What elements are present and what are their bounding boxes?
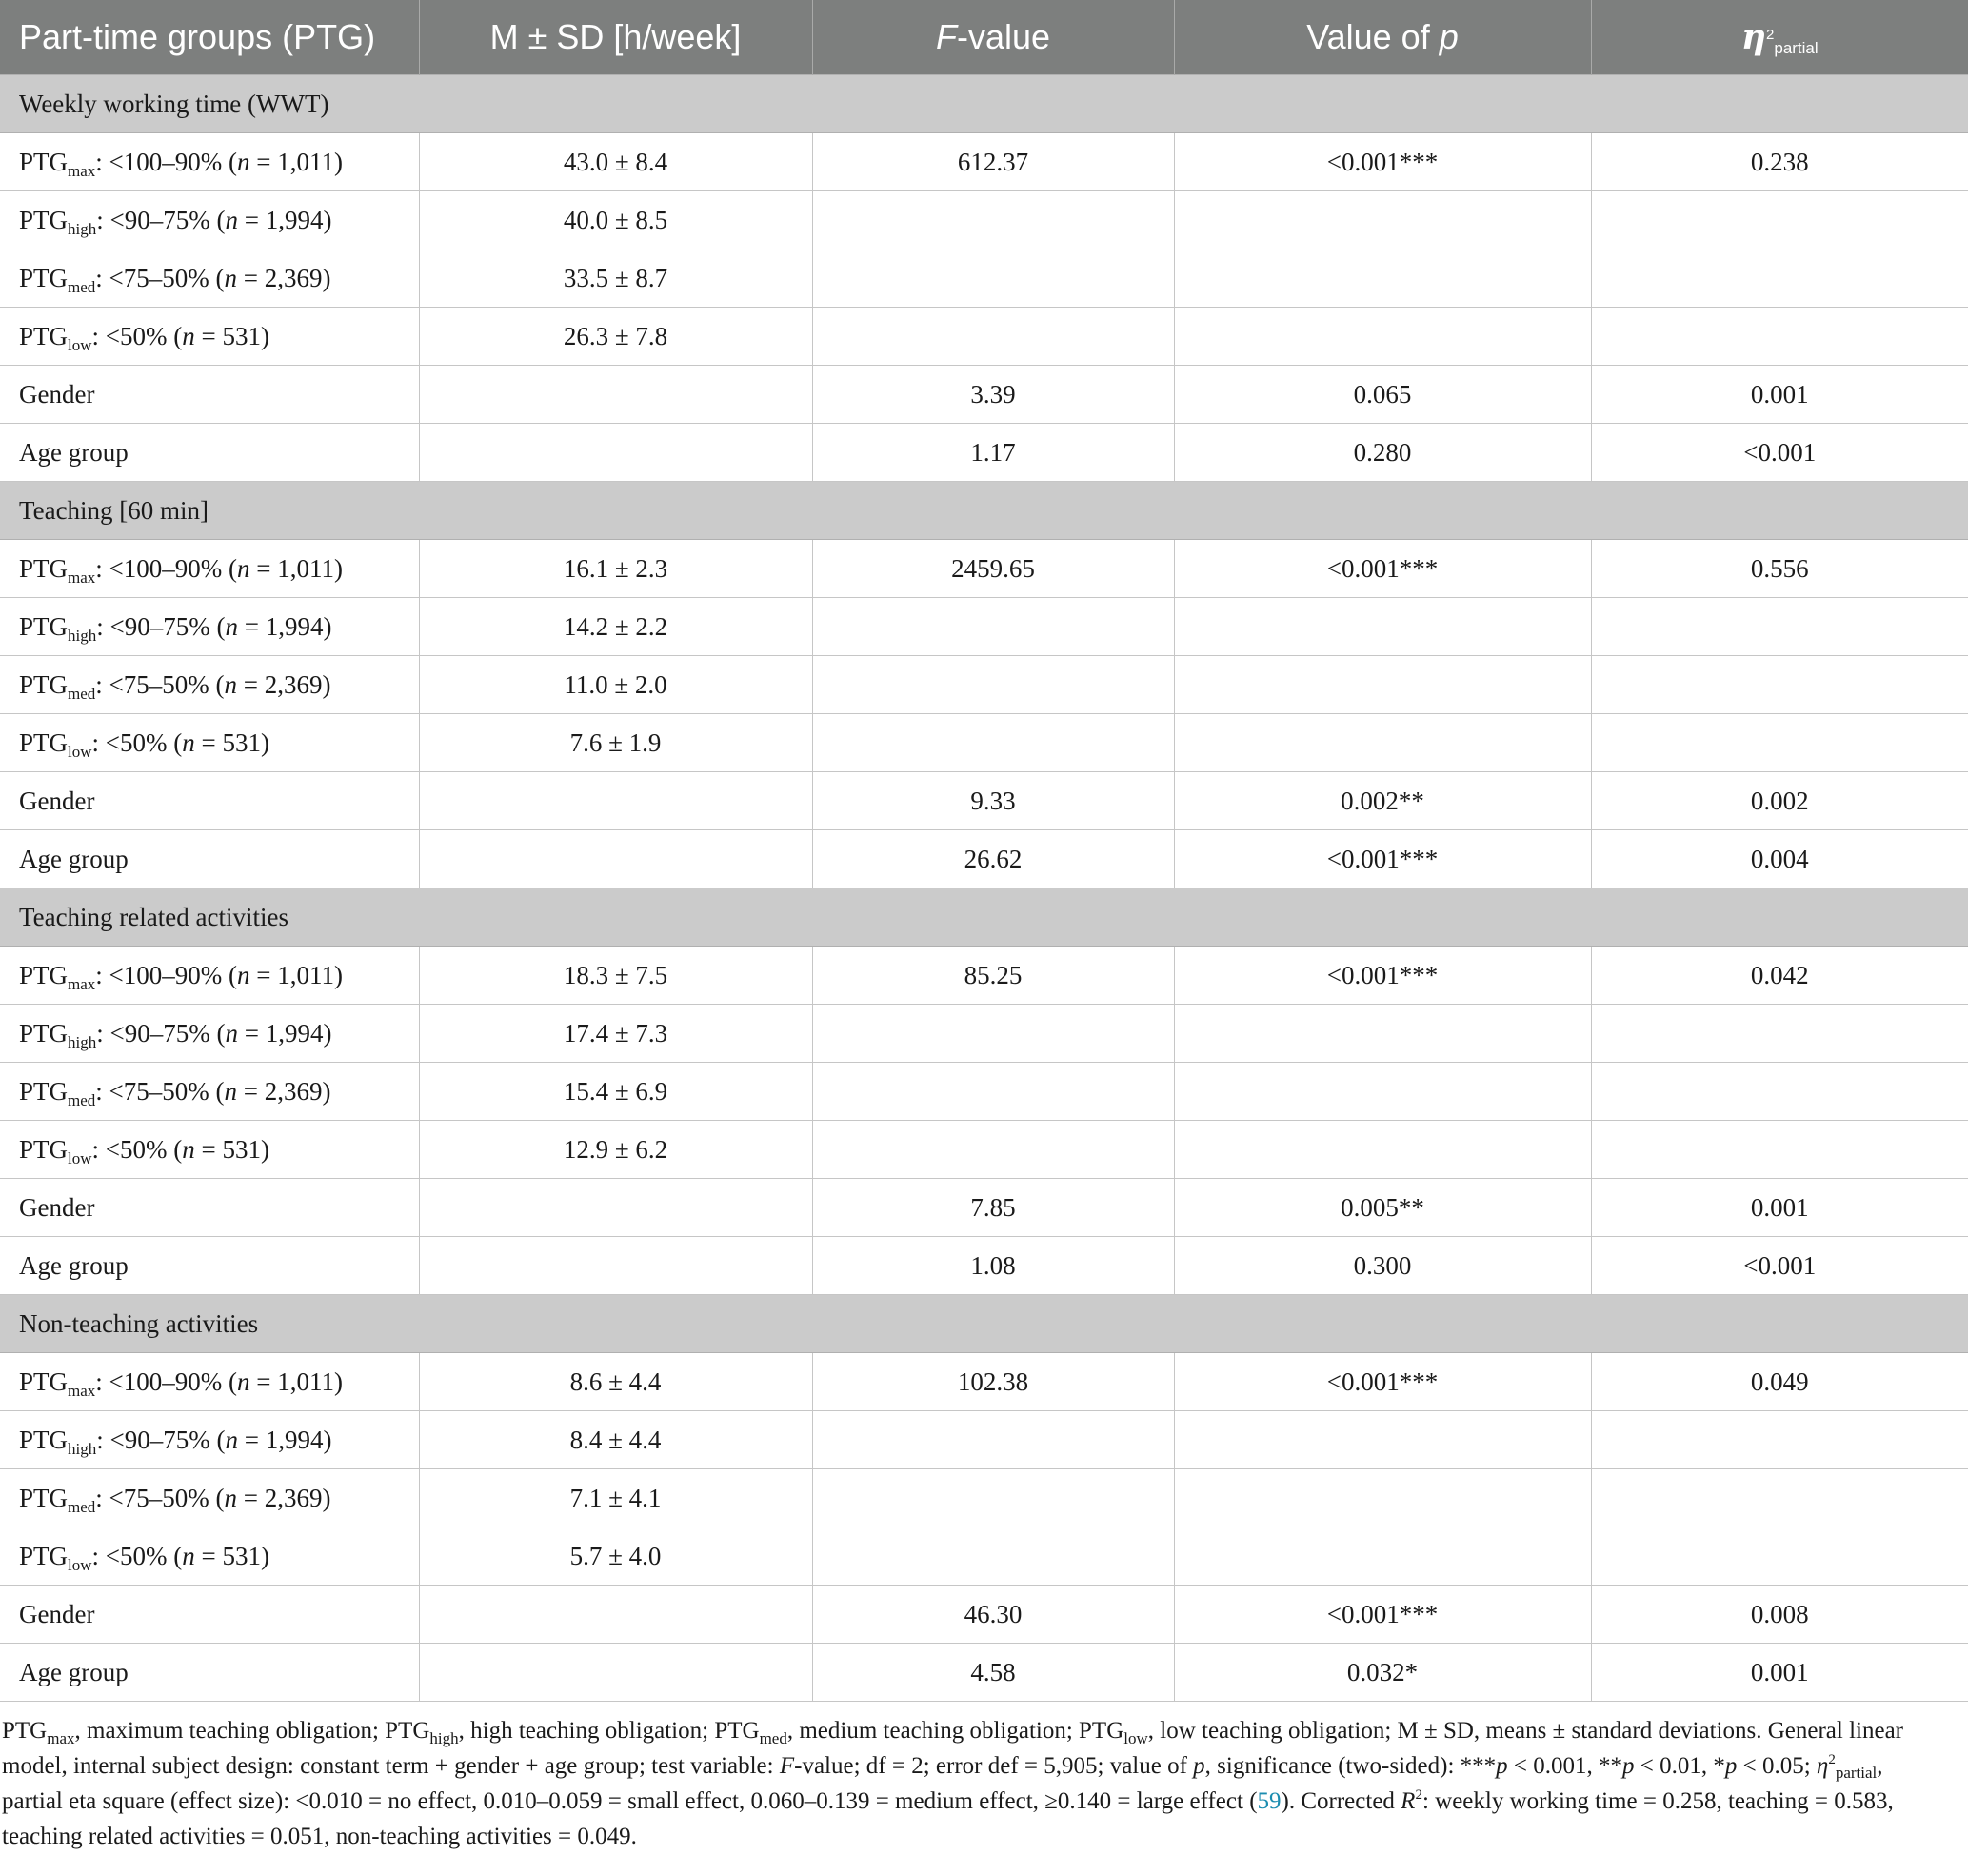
row-label: $PTG_{low}$: <50% (n = 531)	[0, 1527, 419, 1586]
mean-sd-cell	[419, 830, 812, 888]
section-header-row	[0, 75, 1968, 133]
f-value-cell: 2459.65	[812, 540, 1174, 598]
table-row-ptg-high	[0, 598, 1968, 656]
table-row-ptg-med	[0, 656, 1968, 714]
table-row-ptg-max	[0, 133, 1968, 191]
row-label: Age group	[0, 424, 419, 482]
table-row-ptg-med	[0, 1063, 1968, 1121]
row-label: $PTG_{high}$: <90–75% (n = 1,994)	[0, 1411, 419, 1469]
mean-sd-cell: 40.0 ± 8.5	[419, 191, 812, 249]
row-label: $PTG_{low}$: <50% (n = 531)	[0, 1121, 419, 1179]
f-value-cell	[812, 1411, 1174, 1469]
section-title: Teaching [60 min]	[0, 482, 1968, 540]
eta-cell: 0.002	[1591, 772, 1968, 830]
mean-sd-cell	[419, 772, 812, 830]
f-value-cell	[812, 1527, 1174, 1586]
p-value-cell: <0.001***	[1174, 1353, 1591, 1411]
eta-cell	[1591, 714, 1968, 772]
f-value-cell	[812, 308, 1174, 366]
row-label: Age group	[0, 1644, 419, 1702]
f-value-cell	[812, 656, 1174, 714]
f-value-cell	[812, 1005, 1174, 1063]
eta-cell: 0.238	[1591, 133, 1968, 191]
table-row-ptg-max	[0, 947, 1968, 1005]
mean-sd-cell: 7.1 ± 4.1	[419, 1469, 812, 1527]
f-value-cell: 46.30	[812, 1586, 1174, 1644]
table-row-ptg-high	[0, 1411, 1968, 1469]
table-row-gender	[0, 366, 1968, 424]
f-value-cell	[812, 1469, 1174, 1527]
mean-sd-cell: 14.2 ± 2.2	[419, 598, 812, 656]
mean-sd-cell: 8.6 ± 4.4	[419, 1353, 812, 1411]
f-value-cell: 26.62	[812, 830, 1174, 888]
f-value-cell: 7.85	[812, 1179, 1174, 1237]
mean-sd-cell: 18.3 ± 7.5	[419, 947, 812, 1005]
f-value-cell: 1.08	[812, 1237, 1174, 1295]
p-value-cell	[1174, 1469, 1591, 1527]
eta-cell: 0.049	[1591, 1353, 1968, 1411]
table-row-ptg-low	[0, 1527, 1968, 1586]
table-row-ptg-med	[0, 249, 1968, 308]
table-row-age-group	[0, 1644, 1968, 1702]
eta-cell: <0.001	[1591, 424, 1968, 482]
eta-cell	[1591, 308, 1968, 366]
table-row-gender	[0, 772, 1968, 830]
table-row-ptg-max	[0, 1353, 1968, 1411]
eta-cell	[1591, 191, 1968, 249]
table-row-ptg-max	[0, 540, 1968, 598]
p-value-cell	[1174, 714, 1591, 772]
table-row-gender	[0, 1179, 1968, 1237]
section-title: Teaching related activities	[0, 888, 1968, 947]
eta-cell: 0.008	[1591, 1586, 1968, 1644]
table-row-ptg-high	[0, 1005, 1968, 1063]
eta-cell	[1591, 1411, 1968, 1469]
mean-sd-cell: 8.4 ± 4.4	[419, 1411, 812, 1469]
table-footnote: $PTG_{max}$, maximum teaching obligation; $PTG_{high}$, high teaching obligation; $PTG_{med}$, medium teaching obligation; $PTG_{low}$, low teaching obligation; M ± SD, means ± standard deviations. General linear model, internal subject design: constant term + gender + age group; test variable: F-value; df = 2; error def = 5,905; value of p, significance (two-sided): ***p < 0.001, **p < 0.01, *p < 0.05; $\eta^2_{partial}$, partial eta square (effect size): <0.010 = no effect, 0.010–0.059 = small effect, 0.060–0.139 = medium effect, ≥0.140 = large effect (59). Corrected $R^2$: weekly working time = 0.258, teaching = 0.583, teaching related activities = 0.051, non-teaching activities = 0.049.	[2, 1718, 1903, 1849]
eta-cell	[1591, 1121, 1968, 1179]
mean-sd-cell: 17.4 ± 7.3	[419, 1005, 812, 1063]
p-value-cell	[1174, 308, 1591, 366]
table-row-age-group	[0, 830, 1968, 888]
row-label: $PTG_{high}$: <90–75% (n = 1,994)	[0, 598, 419, 656]
section-title: Non-teaching activities	[0, 1295, 1968, 1353]
eta-cell: 0.001	[1591, 1644, 1968, 1702]
row-label: $PTG_{med}$: <75–50% (n = 2,369)	[0, 249, 419, 308]
p-value-cell	[1174, 598, 1591, 656]
section-header-row	[0, 888, 1968, 947]
table-row-ptg-low	[0, 308, 1968, 366]
f-value-cell	[812, 1063, 1174, 1121]
row-label: Gender	[0, 772, 419, 830]
row-label: $PTG_{low}$: <50% (n = 531)	[0, 714, 419, 772]
f-value-cell	[812, 598, 1174, 656]
p-value-cell	[1174, 1121, 1591, 1179]
eta-cell	[1591, 1527, 1968, 1586]
eta-cell	[1591, 249, 1968, 308]
mean-sd-cell	[419, 1644, 812, 1702]
p-value-cell: 0.300	[1174, 1237, 1591, 1295]
mean-sd-cell: 12.9 ± 6.2	[419, 1121, 812, 1179]
f-value-cell: 3.39	[812, 366, 1174, 424]
mean-sd-cell	[419, 1179, 812, 1237]
eta-cell: 0.001	[1591, 366, 1968, 424]
section-header-row	[0, 1295, 1968, 1353]
eta-cell	[1591, 598, 1968, 656]
row-label: $PTG_{max}$: <100–90% (n = 1,011)	[0, 540, 419, 598]
table-row-age-group	[0, 424, 1968, 482]
f-value-cell: 612.37	[812, 133, 1174, 191]
eta-cell: 0.004	[1591, 830, 1968, 888]
f-value-cell: 4.58	[812, 1644, 1174, 1702]
row-label: $PTG_{med}$: <75–50% (n = 2,369)	[0, 1063, 419, 1121]
p-value-cell	[1174, 249, 1591, 308]
row-label: $PTG_{med}$: <75–50% (n = 2,369)	[0, 656, 419, 714]
p-value-cell: 0.005**	[1174, 1179, 1591, 1237]
eta-cell: <0.001	[1591, 1237, 1968, 1295]
header-f-value: F-value	[812, 0, 1174, 75]
eta-cell: 0.042	[1591, 947, 1968, 1005]
mean-sd-cell	[419, 366, 812, 424]
table-row-ptg-low	[0, 1121, 1968, 1179]
p-value-cell: 0.002**	[1174, 772, 1591, 830]
eta-cell	[1591, 1063, 1968, 1121]
mean-sd-cell: 26.3 ± 7.8	[419, 308, 812, 366]
eta-cell	[1591, 656, 1968, 714]
f-value-cell	[812, 249, 1174, 308]
mean-sd-cell	[419, 1586, 812, 1644]
row-label: Age group	[0, 1237, 419, 1295]
f-value-cell	[812, 714, 1174, 772]
row-label: $PTG_{max}$: <100–90% (n = 1,011)	[0, 947, 419, 1005]
f-value-cell	[812, 191, 1174, 249]
table-row-ptg-low	[0, 714, 1968, 772]
header-msd: M ± SD [h/week]	[419, 0, 812, 75]
f-value-cell	[812, 1121, 1174, 1179]
row-label: Gender	[0, 366, 419, 424]
table-row-ptg-high	[0, 191, 1968, 249]
p-value-cell	[1174, 191, 1591, 249]
p-value-cell	[1174, 1527, 1591, 1586]
row-label: $PTG_{high}$: <90–75% (n = 1,994)	[0, 191, 419, 249]
row-label: Age group	[0, 830, 419, 888]
table-header-row	[0, 0, 1968, 75]
f-value-cell: 9.33	[812, 772, 1174, 830]
p-value-cell	[1174, 1411, 1591, 1469]
table-row-age-group	[0, 1237, 1968, 1295]
row-label: $PTG_{low}$: <50% (n = 531)	[0, 308, 419, 366]
mean-sd-cell: 16.1 ± 2.3	[419, 540, 812, 598]
row-label: Gender	[0, 1586, 419, 1644]
reference-link[interactable]: 59	[1257, 1788, 1282, 1814]
p-value-cell	[1174, 656, 1591, 714]
f-value-cell: 85.25	[812, 947, 1174, 1005]
eta-cell: 0.001	[1591, 1179, 1968, 1237]
p-value-cell	[1174, 1063, 1591, 1121]
header-p-value: Value of p	[1174, 0, 1591, 75]
header-eta: $\eta^2_{partial}$	[1591, 0, 1968, 75]
table-row-ptg-med	[0, 1469, 1968, 1527]
header-ptg: Part-time groups (PTG)	[0, 0, 419, 75]
row-label: $PTG_{max}$: <100–90% (n = 1,011)	[0, 1353, 419, 1411]
row-label: $PTG_{max}$: <100–90% (n = 1,011)	[0, 133, 419, 191]
mean-sd-cell	[419, 1237, 812, 1295]
row-label: $PTG_{high}$: <90–75% (n = 1,994)	[0, 1005, 419, 1063]
mean-sd-cell	[419, 424, 812, 482]
table-row-gender	[0, 1586, 1968, 1644]
p-value-cell: <0.001***	[1174, 1586, 1591, 1644]
p-value-cell: <0.001***	[1174, 830, 1591, 888]
p-value-cell: <0.001***	[1174, 540, 1591, 598]
mean-sd-cell: 43.0 ± 8.4	[419, 133, 812, 191]
p-value-cell	[1174, 1005, 1591, 1063]
p-value-cell: <0.001***	[1174, 133, 1591, 191]
mean-sd-cell: 7.6 ± 1.9	[419, 714, 812, 772]
table-body	[0, 75, 1968, 1702]
eta-cell: 0.556	[1591, 540, 1968, 598]
mean-sd-cell: 15.4 ± 6.9	[419, 1063, 812, 1121]
p-value-cell: 0.032*	[1174, 1644, 1591, 1702]
section-title: Weekly working time (WWT)	[0, 75, 1968, 133]
f-value-cell: 102.38	[812, 1353, 1174, 1411]
p-value-cell: <0.001***	[1174, 947, 1591, 1005]
row-label: $PTG_{med}$: <75–50% (n = 2,369)	[0, 1469, 419, 1527]
section-header-row	[0, 482, 1968, 540]
mean-sd-cell: 33.5 ± 8.7	[419, 249, 812, 308]
mean-sd-cell: 5.7 ± 4.0	[419, 1527, 812, 1586]
eta-cell	[1591, 1469, 1968, 1527]
eta-cell	[1591, 1005, 1968, 1063]
f-value-cell: 1.17	[812, 424, 1174, 482]
p-value-cell: 0.280	[1174, 424, 1591, 482]
mean-sd-cell: 11.0 ± 2.0	[419, 656, 812, 714]
row-label: Gender	[0, 1179, 419, 1237]
p-value-cell: 0.065	[1174, 366, 1591, 424]
